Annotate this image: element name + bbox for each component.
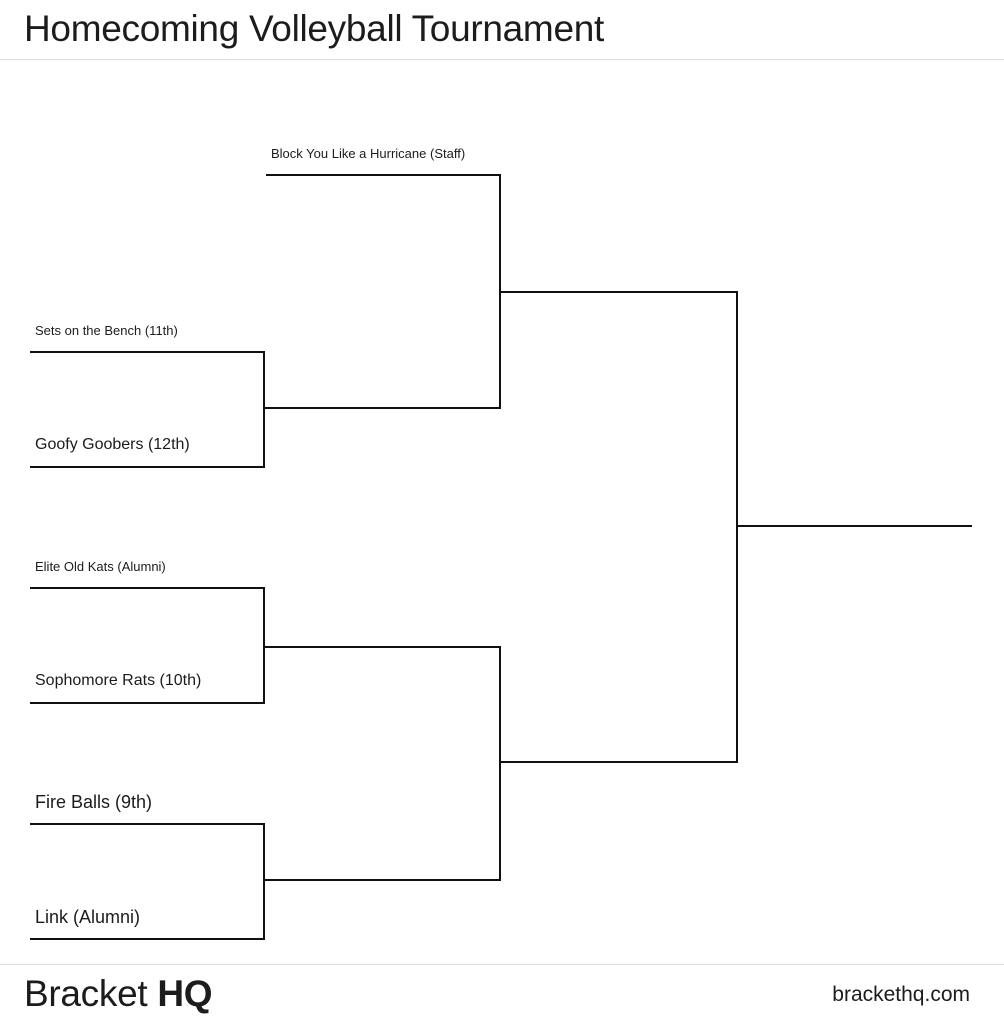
team-label-1: Block You Like a Hurricane (Staff) — [271, 146, 466, 161]
brand-name-regular: Bracket — [24, 973, 158, 1014]
team-label-2: Sets on the Bench (11th) — [35, 323, 178, 338]
page-title: Homecoming Volleyball Tournament — [24, 8, 604, 49]
brand-logo[interactable] — [24, 973, 212, 1015]
team-label-5: Sophomore Rats (10th) — [35, 672, 202, 689]
team-label-3: Goofy Goobers (12th) — [35, 436, 190, 453]
footer-bar — [0, 964, 1004, 1024]
brand-name-bold: HQ — [157, 973, 213, 1014]
team-label-7: Link (Alumni) — [35, 907, 141, 927]
team-label-4: Elite Old Kats (Alumni) — [35, 559, 166, 574]
site-link[interactable]: brackethq.com — [832, 983, 970, 1006]
team-label-6: Fire Balls (9th) — [35, 792, 153, 812]
